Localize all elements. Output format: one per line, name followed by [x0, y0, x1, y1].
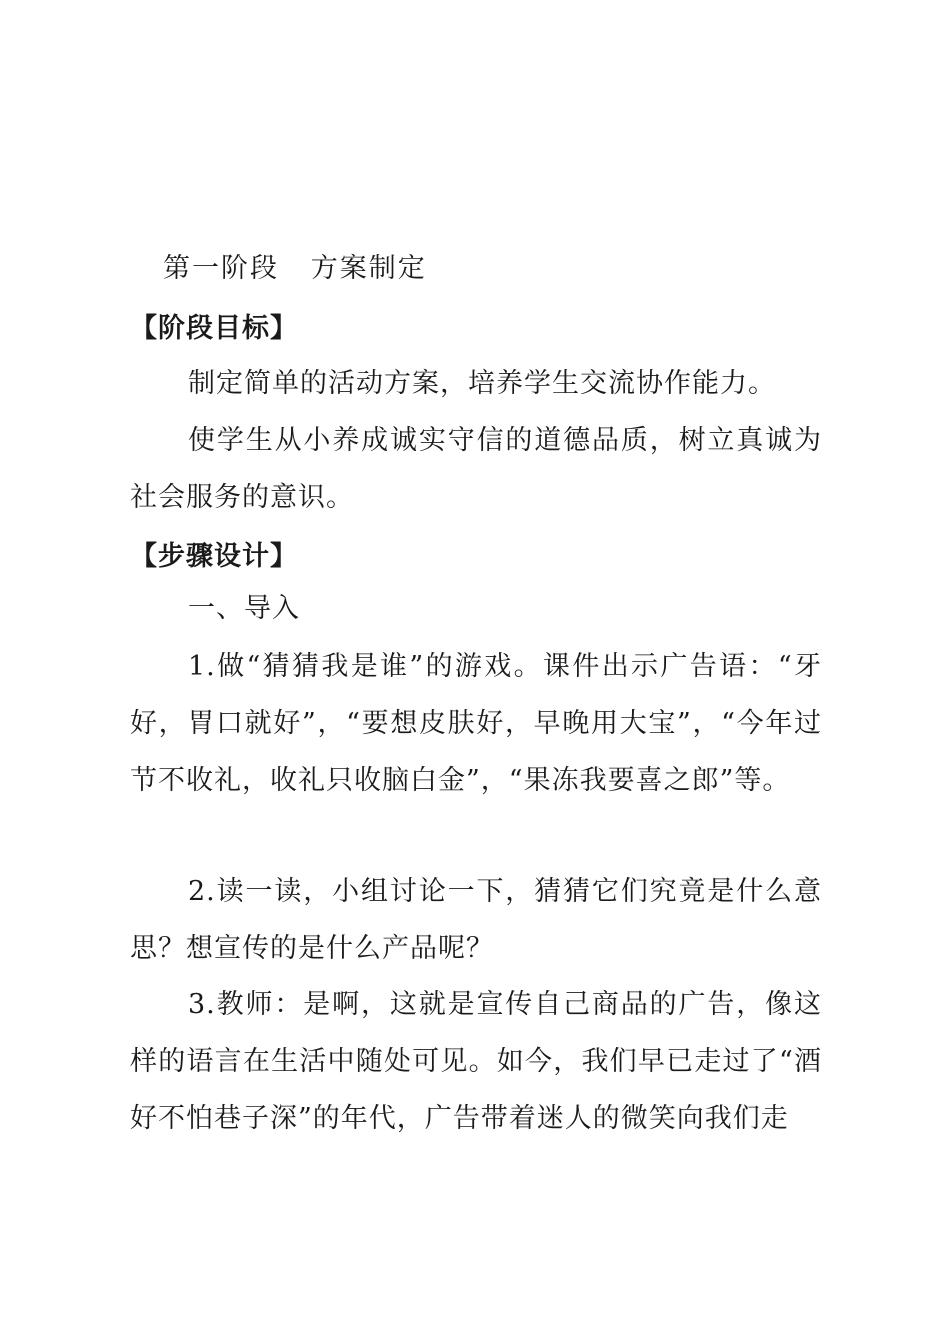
step-intro: 一、导入	[188, 593, 300, 624]
step-3-paragraph: 3.教师：是啊，这就是宣传自己商品的广告，像这样的语言在生活中随处可见。如今，我们早已走过了“酒好不怕巷子深”的年代，广告带着迷人的微笑向我们走	[130, 989, 822, 1134]
goal-paragraph-2: 使学生从小养成诚实守信的道德品质，树立真诚为社会服务的意识。	[130, 425, 822, 513]
goal-paragraph-1: 制定简单的活动方案，培养学生交流协作能力。	[188, 368, 776, 399]
step-2-paragraph: 2.读一读，小组讨论一下，猜猜它们究竟是什么意思？想宣传的是什么产品呢？	[130, 876, 822, 964]
step-1-paragraph: 1.做“猜猜我是谁”的游戏。课件出示广告语：“牙好，胃口就好”，“要想皮肤好，早晚用大宝”，“今年过节不收礼，收礼只收脑白金”，“果冻我要喜之郎”等。	[130, 651, 822, 796]
stage-title: 第一阶段 方案制定	[163, 253, 427, 284]
steps-heading: 【步骤设计】	[130, 541, 298, 572]
goal-heading: 【阶段目标】	[130, 313, 298, 344]
